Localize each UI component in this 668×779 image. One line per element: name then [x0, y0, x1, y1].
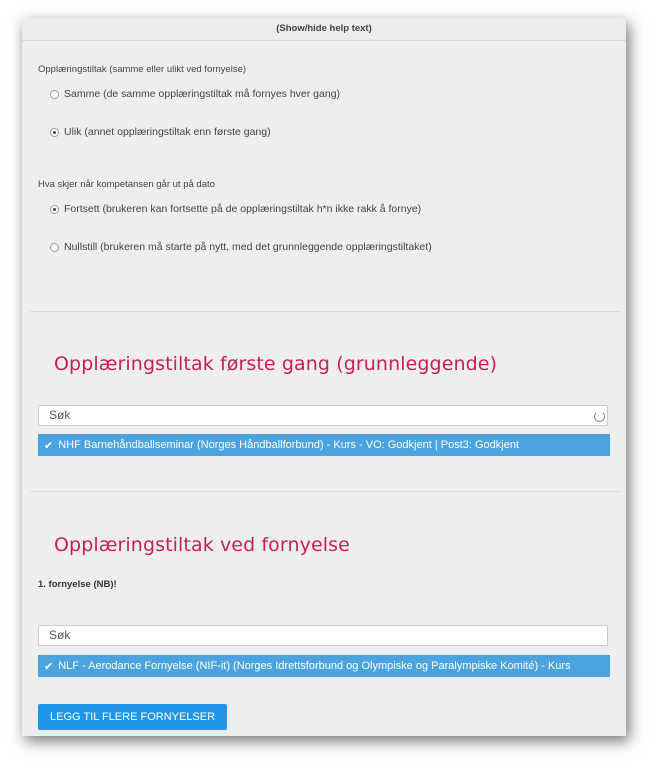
radio-samme-label: Samme (de samme opplæringstiltak må fornyes hver gang) — [64, 88, 341, 100]
selected-course-renewal[interactable] — [38, 655, 610, 677]
section-title-renewal: Opplæringstiltak ved fornyelse — [54, 534, 350, 556]
radio-nullstill-label: Nullstill (brukeren må starte på nytt, med det grunnleggende opplæringstiltaket) — [64, 241, 432, 253]
search-placeholder: Søk — [49, 408, 71, 422]
radio-circle-icon[interactable] — [50, 243, 59, 252]
section-divider — [30, 491, 620, 492]
radio-ulik[interactable] — [50, 126, 271, 138]
radio-ulik-label: Ulik (annet opplæringstiltak enn første gang) — [64, 126, 271, 138]
selected-course-label: NLF - Aerodance Fornyelse (NIF-it) (Norges Idrettsforbund og Olympiske og Paralympiske Komité) - Kurs — [58, 660, 571, 672]
add-more-renewals-button[interactable]: LEGG TIL FLERE FORNYELSER — [38, 704, 227, 730]
selected-course-first-time[interactable] — [38, 434, 610, 456]
check-icon: ✔ — [44, 660, 54, 673]
radio-circle-icon[interactable] — [50, 90, 59, 99]
search-input-first-time[interactable] — [38, 405, 608, 426]
renewal-1-label: 1. fornyelse (NB)! — [38, 579, 117, 590]
question-training-label: Opplæringstiltak (samme eller ulikt ved fornyelse) — [38, 64, 247, 75]
radio-fortsett-label: Fortsett (brukeren kan fortsette på de opplæringstiltak h*n ikke rakk å fornye) — [64, 203, 422, 215]
radio-fortsett[interactable] — [50, 203, 421, 215]
radio-selected-icon[interactable] — [50, 205, 59, 214]
form-panel — [22, 18, 626, 736]
section-divider — [30, 311, 620, 312]
loading-spinner-icon — [594, 411, 605, 422]
search-placeholder: Søk — [49, 628, 71, 642]
check-icon: ✔ — [44, 439, 54, 452]
search-input-renewal[interactable] — [38, 625, 608, 646]
radio-samme[interactable] — [50, 88, 340, 100]
section-title-first-time: Opplæringstiltak første gang (grunnleggende) — [54, 353, 498, 375]
help-text-toggle[interactable]: (Show/hide help text) — [22, 18, 626, 41]
question-expiry-label: Hva skjer når kompetansen går ut på dato — [38, 179, 215, 190]
selected-course-label: NHF Barnehåndballseminar (Norges Håndballforbund) - Kurs - VO: Godkjent | Post3: Godkjent — [58, 439, 520, 451]
radio-nullstill[interactable] — [50, 241, 432, 253]
radio-selected-icon[interactable] — [50, 128, 59, 137]
